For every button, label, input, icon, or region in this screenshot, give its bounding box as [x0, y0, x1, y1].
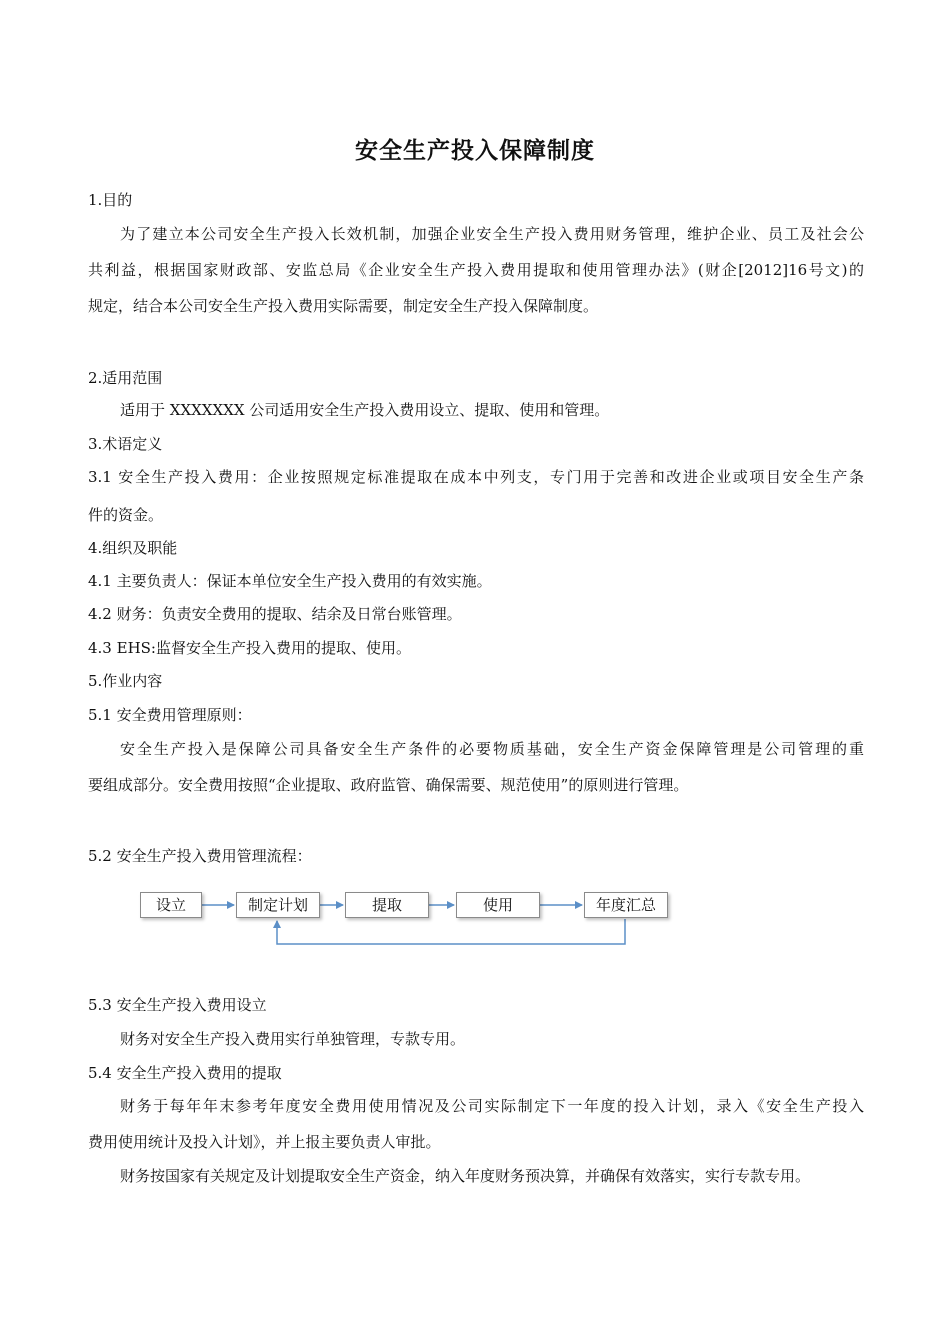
arrow-summary-back-to-plan [277, 919, 625, 944]
section-4-heading: 4.组织及职能 [88, 539, 178, 557]
section-5-4-line-2: 费用使用统计及投入计划》，并上报主要负责人审批。 [88, 1133, 441, 1151]
section-5-4-line-3: 财务按国家有关规定及计划提取安全生产资金，纳入年度财务预决算，并确保有效落实，实行专款专用。 [120, 1167, 811, 1185]
section-1-heading: 1.目的 [88, 191, 133, 209]
section-5-3-paragraph: 财务对安全生产投入费用实行单独管理，专款专用。 [120, 1030, 466, 1048]
flow-step-annual-summary: 年度汇总 [584, 892, 668, 918]
flow-step-extract: 提取 [345, 892, 429, 918]
section-1-paragraph-line-2: 共利益，根据国家财政部、安监总局《企业安全生产投入费用提取和使用管理办法》(财企[2012]16号文)的 [88, 261, 864, 279]
section-4-1: 4.1 主要负责人：保证本单位安全生产投入费用的有效实施。 [88, 572, 492, 590]
section-5-4-line-1: 财务于每年年末参考年度安全费用使用情况及公司实际制定下一年度的投入计划，录入《安全生产投入 [120, 1097, 864, 1115]
section-2-heading: 2.适用范围 [88, 369, 163, 387]
section-4-2: 4.2 财务：负责安全费用的提取、结余及日常台账管理。 [88, 605, 462, 623]
section-3-heading: 3.术语定义 [88, 435, 163, 453]
section-5-1-line-1: 安全生产投入是保障公司具备安全生产条件的必要物质基础，安全生产资金保障管理是公司管理的重 [120, 740, 864, 758]
section-2-paragraph: 适用于 XXXXXXX 公司适用安全生产投入费用设立、提取、使用和管理。 [120, 401, 610, 419]
section-5-2-heading: 5.2 安全生产投入费用管理流程： [88, 847, 312, 865]
section-3-1-line-2: 件的资金。 [88, 506, 164, 524]
section-1-paragraph-line-1: 为了建立本公司安全生产投入长效机制，加强企业安全生产投入费用财务管理，维护企业、员工及社会公 [120, 225, 864, 243]
document-title: 安全生产投入保障制度 [355, 138, 595, 164]
section-5-3-heading: 5.3 安全生产投入费用设立 [88, 996, 267, 1014]
process-flowchart [130, 884, 690, 954]
flow-step-plan: 制定计划 [236, 892, 320, 918]
section-4-3: 4.3 EHS:监督安全生产投入费用的提取、使用。 [88, 639, 411, 657]
section-5-1-line-2: 要组成部分。安全费用按照“企业提取、政府监管、确保需要、规范使用”的原则进行管理。 [88, 776, 689, 794]
section-3-1-line-1: 3.1 安全生产投入费用：企业按照规定标准提取在成本中列支，专门用于完善和改进企业或项目安全生产条 [88, 468, 864, 486]
flow-step-use: 使用 [456, 892, 540, 918]
section-5-4-heading: 5.4 安全生产投入费用的提取 [88, 1064, 282, 1082]
section-1-paragraph-line-3: 规定，结合本公司安全生产投入费用实际需要，制定安全生产投入保障制度。 [88, 297, 599, 315]
flow-step-setup: 设立 [140, 892, 202, 918]
section-5-heading: 5.作业内容 [88, 672, 163, 690]
section-5-1-heading: 5.1 安全费用管理原则： [88, 706, 252, 724]
